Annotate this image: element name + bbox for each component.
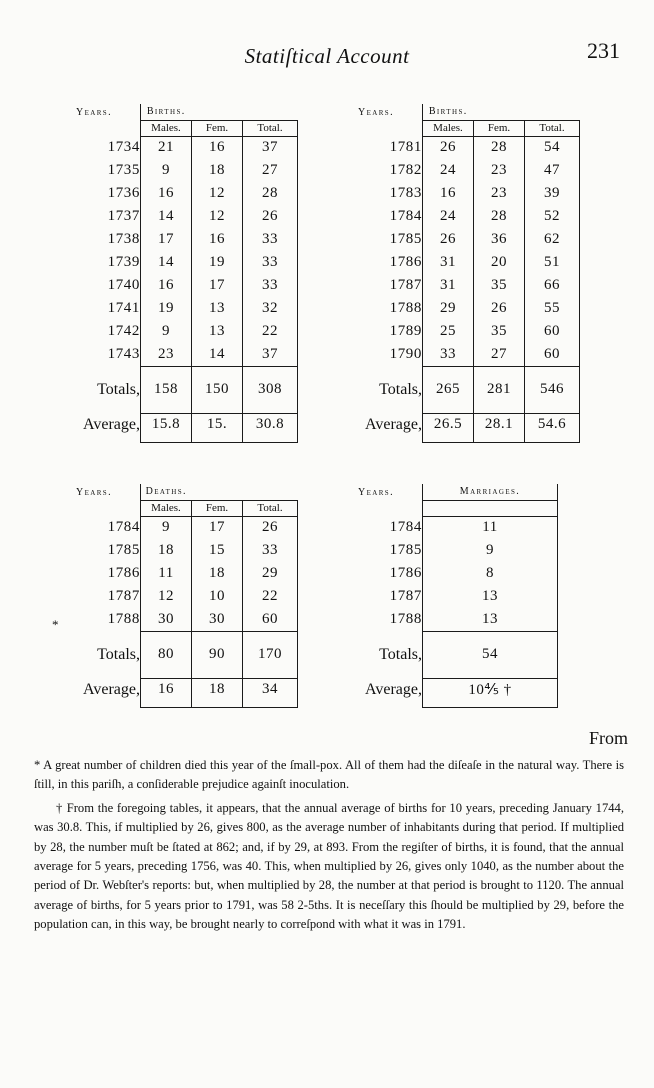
table-row xyxy=(330,562,558,585)
cell-total: 29 xyxy=(243,562,298,585)
table-row xyxy=(48,539,298,562)
cell-total: 22 xyxy=(243,320,298,343)
cell-year: 1786 xyxy=(389,565,422,581)
spacer-row xyxy=(330,436,580,442)
spacer-cell xyxy=(474,104,525,120)
average-label: Average, xyxy=(365,415,422,433)
cell-total: 66 xyxy=(525,274,580,297)
col-header-years: Years. xyxy=(75,106,112,118)
spacer-row xyxy=(330,631,558,643)
cell-fem: 16 xyxy=(192,136,243,159)
cell-males: 18 xyxy=(141,539,192,562)
cell-males: 9 xyxy=(141,320,192,343)
col-header-years: Years. xyxy=(75,486,112,498)
spacer-row xyxy=(330,366,580,378)
totals-label: Totals, xyxy=(97,645,140,663)
table-births-1734-1743 xyxy=(48,104,298,443)
subheader-total: Total. xyxy=(243,120,298,136)
average-total: 34 xyxy=(243,678,298,701)
table-row xyxy=(48,182,298,205)
footnote-averages: † From the foregoing tables, it appears, that the annual average of births for 10 years, preceding January 1744, was 30.8. This, if multiplied by 26, gives 800, as the average number of inhabitants during that period. If multiplied by 28, the number muſt be ſtated at 862; and, if by 29, at 893. From the regiſter of births, it is found, that the annual average for 5 years, preceding 1756, was 40. This, when multiplied by 26, gives only 1040, as the number about the period of Dr. Webſter's reports: but, when multiplied by 28, the number at that period is brought to 1120. The annual average of births, for 5 years prior to 1791, was 58 2-5ths. It is neceſſary this ſhould be multiplied by 29, before the population can, in this way, be brought nearly to correſpond with what it was in 1791. xyxy=(34,800,624,932)
table-row xyxy=(48,516,298,539)
average-row xyxy=(48,413,298,436)
cell-total: 22 xyxy=(243,585,298,608)
cell-marriages: 8 xyxy=(423,562,558,585)
cell-year: 1736 xyxy=(107,185,140,201)
cell-total: 62 xyxy=(525,228,580,251)
cell-fem: 26 xyxy=(474,297,525,320)
table-row xyxy=(48,343,298,366)
average-males: 26.5 xyxy=(423,413,474,436)
table-marriages xyxy=(330,484,558,708)
cell-total: 52 xyxy=(525,205,580,228)
cell-fem: 23 xyxy=(474,182,525,205)
footnote-smallpox: * A great number of children died this year of the ſmall-pox. All of them had the diſeaſe in the natural way. There is ſtill, in this pariſh, a conſiderable prejudice againſt inoculation. xyxy=(34,758,624,792)
table-row xyxy=(48,297,298,320)
average-label: Average, xyxy=(83,680,140,698)
cell-males: 31 xyxy=(423,251,474,274)
cell-total: 26 xyxy=(243,516,298,539)
cell-fem: 12 xyxy=(192,205,243,228)
cell-marriages: 13 xyxy=(423,608,558,631)
table-row xyxy=(48,251,298,274)
cell-males: 19 xyxy=(141,297,192,320)
average-males: 16 xyxy=(141,678,192,701)
cell-fem: 36 xyxy=(474,228,525,251)
cell-total: 33 xyxy=(243,274,298,297)
subheader-total: Total. xyxy=(525,120,580,136)
average-row xyxy=(330,413,580,436)
cell-fem: 35 xyxy=(474,320,525,343)
totals-males: 265 xyxy=(423,378,474,401)
catchword: From xyxy=(588,728,628,748)
cell-total: 26 xyxy=(243,205,298,228)
cell-year: 1789 xyxy=(389,323,422,339)
cell-fem: 14 xyxy=(192,343,243,366)
cell-fem: 15 xyxy=(192,539,243,562)
subheader-fem: Fem. xyxy=(192,120,243,136)
cell-year: 1788 xyxy=(107,611,140,627)
spacer-cell xyxy=(48,120,141,136)
cell-year: 1785 xyxy=(107,542,140,558)
cell-total: 27 xyxy=(243,159,298,182)
average-row xyxy=(330,678,558,701)
spacer-cell xyxy=(525,104,580,120)
cell-total: 33 xyxy=(243,228,298,251)
cell-fem: 13 xyxy=(192,320,243,343)
spacer-row xyxy=(48,631,298,643)
cell-fem: 18 xyxy=(192,562,243,585)
average-total: 30.8 xyxy=(243,413,298,436)
cell-males: 26 xyxy=(423,136,474,159)
cell-year: 1790 xyxy=(389,346,422,362)
totals-fem: 150 xyxy=(192,378,243,401)
cell-fem: 17 xyxy=(192,516,243,539)
table-row xyxy=(330,159,580,182)
cell-fem: 20 xyxy=(474,251,525,274)
cell-males: 14 xyxy=(141,251,192,274)
cell-year: 1740 xyxy=(107,277,140,293)
spacer-cell xyxy=(243,484,298,500)
cell-fem: 30 xyxy=(192,608,243,631)
spacer-row xyxy=(48,401,298,413)
cell-year: 1743 xyxy=(107,346,140,362)
table-row xyxy=(330,136,580,159)
cell-year: 1781 xyxy=(389,139,422,155)
cell-fem: 12 xyxy=(192,182,243,205)
table-row xyxy=(330,320,580,343)
page-header xyxy=(0,38,654,84)
table-row xyxy=(330,516,558,539)
average-marriages: 10⅘ † xyxy=(423,678,558,701)
subheader-fem: Fem. xyxy=(474,120,525,136)
table-row xyxy=(330,585,558,608)
cell-marriages: 9 xyxy=(423,539,558,562)
table-row xyxy=(330,608,558,631)
table-deaths xyxy=(48,484,298,708)
spacer-cell xyxy=(423,500,558,516)
cell-year: 1786 xyxy=(389,254,422,270)
spacer-row xyxy=(48,366,298,378)
cell-year: 1784 xyxy=(389,208,422,224)
cell-year: 1786 xyxy=(107,565,140,581)
average-total: 54.6 xyxy=(525,413,580,436)
totals-total: 170 xyxy=(243,643,298,666)
table-row xyxy=(330,251,580,274)
cell-males: 31 xyxy=(423,274,474,297)
average-fem: 28.1 xyxy=(474,413,525,436)
col-header-years: Years. xyxy=(357,486,394,498)
table-row xyxy=(48,608,298,631)
cell-total: 47 xyxy=(525,159,580,182)
table-births-1781-1790 xyxy=(330,104,580,443)
table-row xyxy=(330,205,580,228)
cell-males: 14 xyxy=(141,205,192,228)
cell-year: 1785 xyxy=(389,542,422,558)
running-title: Statiſtical Account xyxy=(244,44,410,68)
cell-year: 1784 xyxy=(107,519,140,535)
spacer-cell xyxy=(330,500,423,516)
spacer-row xyxy=(48,666,298,678)
cell-total: 37 xyxy=(243,136,298,159)
totals-fem: 281 xyxy=(474,378,525,401)
spacer-cell xyxy=(243,104,298,120)
cell-males: 17 xyxy=(141,228,192,251)
cell-total: 39 xyxy=(525,182,580,205)
col-header-marriages: Marriages. xyxy=(423,484,558,500)
average-males: 15.8 xyxy=(141,413,192,436)
cell-year: 1735 xyxy=(107,162,140,178)
cell-males: 26 xyxy=(423,228,474,251)
cell-males: 30 xyxy=(141,608,192,631)
cell-year: 1782 xyxy=(389,162,422,178)
spacer-cell xyxy=(192,104,243,120)
cell-total: 37 xyxy=(243,343,298,366)
cell-males: 11 xyxy=(141,562,192,585)
totals-label: Totals, xyxy=(97,380,140,398)
table-row xyxy=(330,228,580,251)
table-row xyxy=(330,343,580,366)
cell-fem: 28 xyxy=(474,136,525,159)
cell-total: 54 xyxy=(525,136,580,159)
cell-males: 33 xyxy=(423,343,474,366)
cell-fem: 10 xyxy=(192,585,243,608)
cell-males: 16 xyxy=(141,274,192,297)
cell-total: 55 xyxy=(525,297,580,320)
cell-total: 28 xyxy=(243,182,298,205)
page-number: 231 xyxy=(587,38,620,63)
totals-row xyxy=(48,643,298,666)
cell-males: 24 xyxy=(423,205,474,228)
cell-total: 33 xyxy=(243,539,298,562)
cell-fem: 27 xyxy=(474,343,525,366)
cell-year: 1737 xyxy=(107,208,140,224)
cell-year: 1784 xyxy=(389,519,422,535)
cell-year: 1787 xyxy=(389,277,422,293)
cell-males: 25 xyxy=(423,320,474,343)
table-row xyxy=(48,562,298,585)
cell-fem: 35 xyxy=(474,274,525,297)
cell-fem: 13 xyxy=(192,297,243,320)
table-row xyxy=(48,205,298,228)
table-row xyxy=(48,274,298,297)
average-row xyxy=(48,678,298,701)
cell-males: 23 xyxy=(141,343,192,366)
cell-total: 32 xyxy=(243,297,298,320)
spacer-row xyxy=(330,701,558,707)
totals-row xyxy=(48,378,298,401)
cell-year: 1785 xyxy=(389,231,422,247)
subheader-total: Total. xyxy=(243,500,298,516)
spacer-cell xyxy=(330,120,423,136)
totals-label: Totals, xyxy=(379,645,422,663)
cell-total: 51 xyxy=(525,251,580,274)
cell-fem: 16 xyxy=(192,228,243,251)
table-row xyxy=(48,228,298,251)
footnote-marker-star: * xyxy=(52,617,59,632)
cell-males: 16 xyxy=(423,182,474,205)
cell-males: 9 xyxy=(141,516,192,539)
cell-total: 60 xyxy=(525,320,580,343)
table-row xyxy=(48,136,298,159)
spacer-cell xyxy=(48,500,141,516)
average-fem: 15. xyxy=(192,413,243,436)
average-label: Average, xyxy=(365,680,422,698)
cell-males: 29 xyxy=(423,297,474,320)
cell-males: 21 xyxy=(141,136,192,159)
table-row xyxy=(330,274,580,297)
table-row xyxy=(48,159,298,182)
cell-males: 16 xyxy=(141,182,192,205)
totals-marriages: 54 xyxy=(423,643,558,666)
spacer-cell xyxy=(192,484,243,500)
table-row xyxy=(330,182,580,205)
cell-fem: 28 xyxy=(474,205,525,228)
table-row xyxy=(330,297,580,320)
totals-row xyxy=(330,643,558,666)
totals-males: 158 xyxy=(141,378,192,401)
cell-year: 1738 xyxy=(107,231,140,247)
subheader-males: Males. xyxy=(423,120,474,136)
totals-label: Totals, xyxy=(379,380,422,398)
average-fem: 18 xyxy=(192,678,243,701)
cell-males: 9 xyxy=(141,159,192,182)
cell-males: 12 xyxy=(141,585,192,608)
cell-total: 60 xyxy=(243,608,298,631)
subheader-fem: Fem. xyxy=(192,500,243,516)
table-row xyxy=(48,320,298,343)
cell-fem: 17 xyxy=(192,274,243,297)
average-label: Average, xyxy=(83,415,140,433)
table-row xyxy=(48,585,298,608)
totals-fem: 90 xyxy=(192,643,243,666)
cell-fem: 19 xyxy=(192,251,243,274)
cell-year: 1788 xyxy=(389,300,422,316)
cell-total: 33 xyxy=(243,251,298,274)
cell-marriages: 11 xyxy=(423,516,558,539)
subheader-males: Males. xyxy=(141,120,192,136)
col-header-years: Years. xyxy=(357,106,394,118)
col-header-births: Births. xyxy=(423,104,474,120)
col-header-deaths: Deaths. xyxy=(141,484,192,500)
spacer-row xyxy=(330,401,580,413)
cell-year: 1741 xyxy=(107,300,140,316)
subheader-males: Males. xyxy=(141,500,192,516)
col-header-births: Births. xyxy=(141,104,192,120)
cell-year: 1787 xyxy=(389,588,422,604)
totals-total: 546 xyxy=(525,378,580,401)
cell-year: 1742 xyxy=(107,323,140,339)
cell-males: 24 xyxy=(423,159,474,182)
cell-fem: 18 xyxy=(192,159,243,182)
totals-males: 80 xyxy=(141,643,192,666)
cell-year: 1783 xyxy=(389,185,422,201)
cell-year: 1734 xyxy=(107,139,140,155)
spacer-row xyxy=(48,436,298,442)
table-row xyxy=(330,539,558,562)
footnotes xyxy=(34,756,624,939)
totals-total: 308 xyxy=(243,378,298,401)
cell-year: 1739 xyxy=(107,254,140,270)
spacer-row xyxy=(330,666,558,678)
cell-year: 1787 xyxy=(107,588,140,604)
cell-fem: 23 xyxy=(474,159,525,182)
cell-marriages: 13 xyxy=(423,585,558,608)
spacer-row xyxy=(48,701,298,707)
totals-row xyxy=(330,378,580,401)
cell-total: 60 xyxy=(525,343,580,366)
cell-year: 1788 xyxy=(389,611,422,627)
